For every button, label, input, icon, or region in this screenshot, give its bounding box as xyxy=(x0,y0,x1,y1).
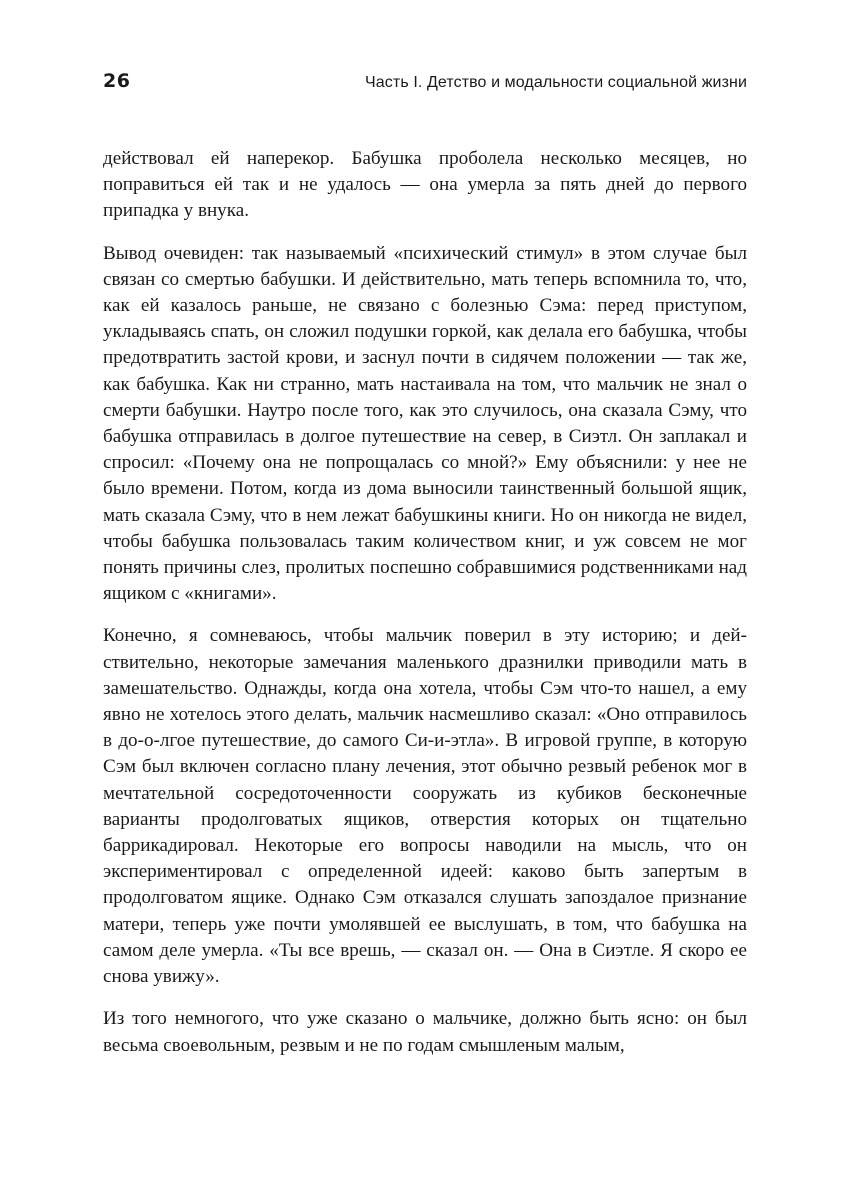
paragraph: Из того немногого, что уже сказано о мальчике, должно быть ясно: он был весьма своевольным, резвым и не по годам смышленым малым, xyxy=(103,1008,747,1056)
paragraph: действовал ей наперекор. Бабушка проболела несколько месяцев, но поправиться ей так и не удалось — она умерла за пять дней до первого припадка у внука. xyxy=(103,148,747,222)
paragraph: Вывод очевиден: так называемый «психический стимул» в этом случае был связан со смертью бабушки. И действительно, мать теперь вспомнила то, что, как ей казалось раньше, не связано с болезнью Сэма: перед приступом, укладываясь спать, он сложил подушки горкой, как делала его бабушка, чтобы предотвратить застой крови, и заснул почти в сидячем положении — так же, как бабушка. Как ни странно, мать настаивала на том, что мальчик не знал о смерти бабушки. Наутро после того, как это случилось, она сказала Сэму, что бабушка отправилась в долгое путешествие на север, в Сиэтл. Он заплакал и спросил: «Почему она не попрощалась со мной?» Ему объяснили: у нее не было времени. Потом, когда из дома выносили таинственный большой ящик, мать сказала Сэму, что в нем лежат бабушкины книги. Но он никогда не видел, чтобы бабушка пользовалась таким количеством книг, и уж совсем не мог понять причины слез, пролитых поспешно собравшимися родственниками над ящиком с «книгами». xyxy=(103,242,747,605)
chapter-title: Часть I. Детство и модальности социальной жизни xyxy=(365,74,747,91)
page-number: 26 xyxy=(103,70,131,92)
running-header xyxy=(103,70,747,100)
body-text xyxy=(103,146,747,1075)
paragraph: Конечно, я сомневаюсь, чтобы мальчик поверил в эту историю; и действительно, некоторые замечания маленького дразнилки приводили мать в замешательство. Однажды, когда она хотела, чтобы Сэм что-то нашел, а ему явно не хотелось этого делать, мальчик насмешливо сказал: «Оно отправилось в до-о-лгое путешествие, до самого Си-и-этла». В игровой группе, в которую Сэм был включен согласно плану лечения, этот обычно резвый ребенок мог в мечтательной сосредоточенности сооружать из кубиков бесконечные варианты продолговатых ящиков, отверстия которых он тщательно баррикадировал. Некоторые его вопросы наводили на мысль, что он экспериментировал с определенной идеей: каково быть запертым в продолговатом ящике. Однако Сэм отказался слушать запоздалое признание матери, теперь уже почти умолявшей ее выслушать, в том, что бабушка на самом деле умерла. «Ты все врешь, — сказал он. — Она в Сиэтле. Я скоро ее снова увижу». xyxy=(103,625,747,988)
